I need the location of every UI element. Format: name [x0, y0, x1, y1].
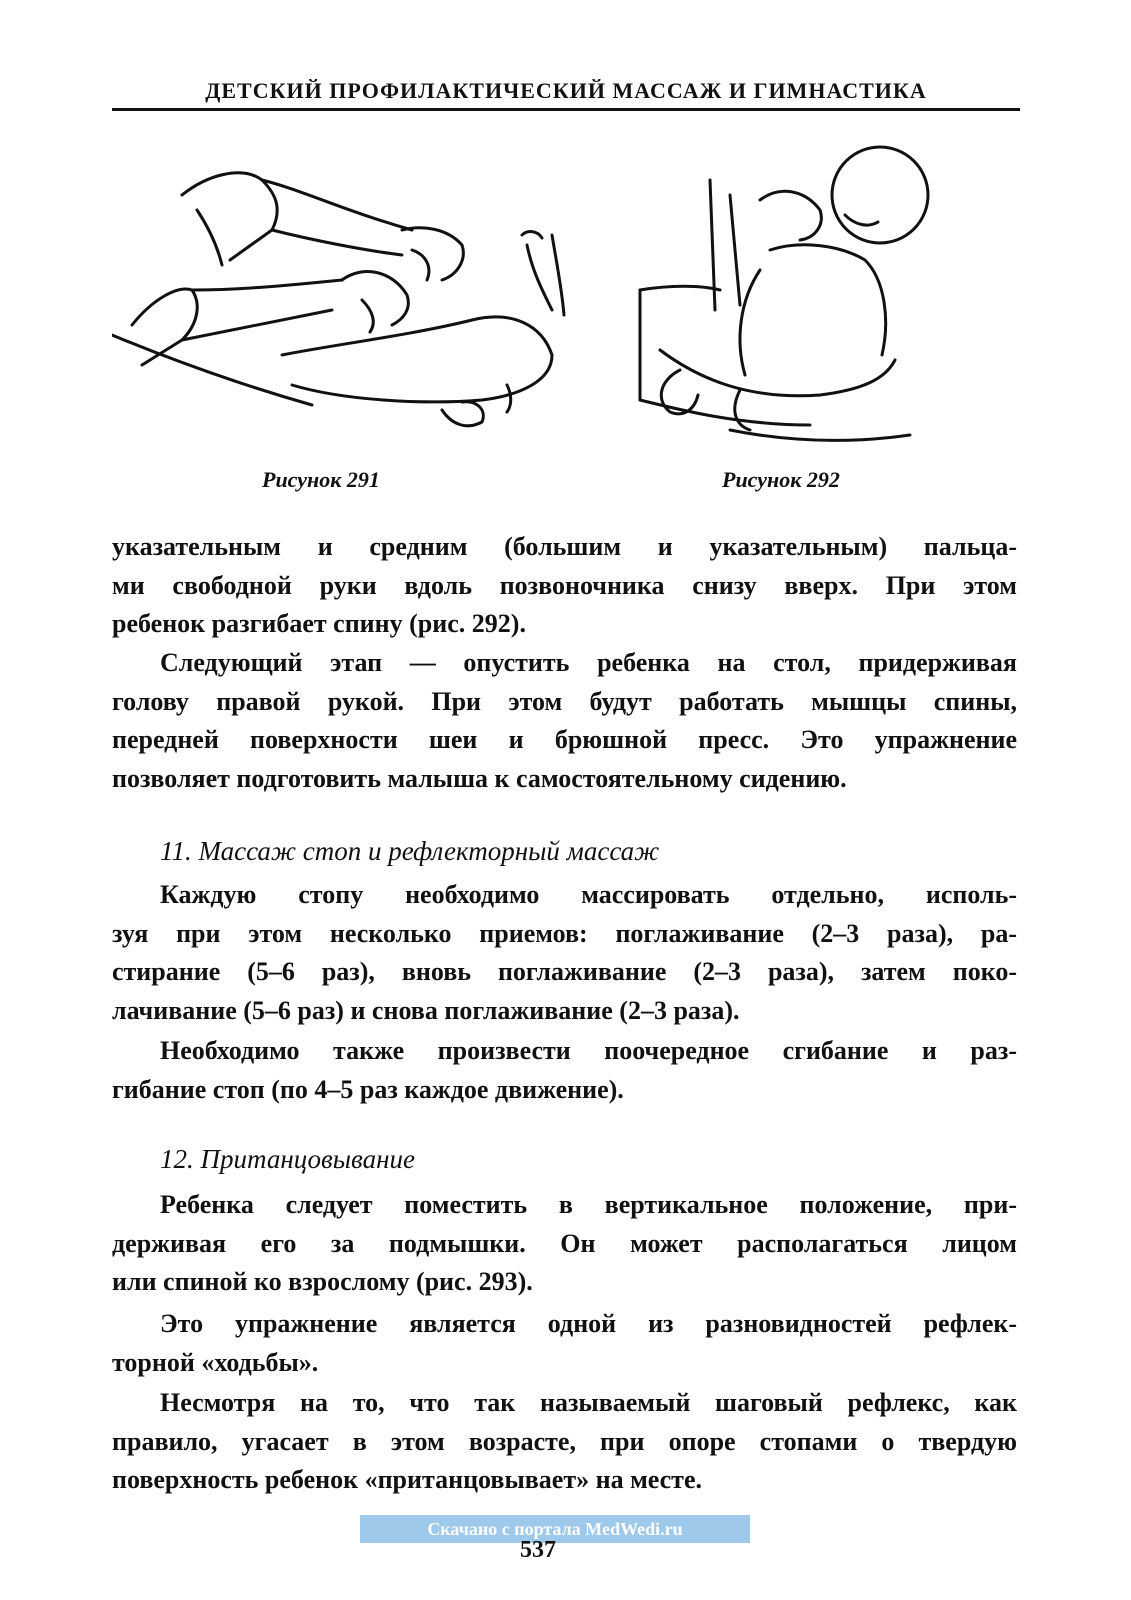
text-line: зуя при этом несколько приемов: поглаживание (2–3 раза), ра- [112, 918, 1017, 948]
section-11-paragraph-2 [112, 1032, 1017, 1109]
text-line: поверхность ребенок «пританцовывает» на месте. [112, 1465, 702, 1494]
page-number: 537 [520, 1537, 556, 1563]
text-line: гибание стоп (по 4–5 раз каждое движение). [112, 1074, 624, 1104]
text-line: или спиной ко взрослому (рис. 293). [112, 1267, 533, 1296]
running-header: ДЕТСКИЙ ПРОФИЛАКТИЧЕСКИЙ МАССАЖ И ГИМНАСТИКА [205, 78, 927, 103]
text-line: торной «ходьбы». [112, 1347, 319, 1377]
text-line: передней поверхности шеи и брюшной пресс. Это упражнение [112, 725, 1017, 754]
header-rule [112, 108, 1020, 111]
text-line: ребенок разгибает спину (рис. 292). [112, 609, 526, 638]
text-line: Необходимо также произвести поочередное сгибание и раз- [160, 1036, 1017, 1065]
figure-292-caption: Рисунок 292 [722, 467, 840, 492]
text-line: стирание (5–6 раз), вновь поглаживание (2–3 раза), затем поко- [112, 957, 1017, 986]
section-12-paragraph-1 [112, 1186, 1017, 1302]
text-line: лачивание (5–6 раз) и снова поглаживание (2–3 раза). [112, 995, 740, 1025]
text-line: Следующий этап — опустить ребенка на стол, придерживая [160, 648, 1017, 677]
section-12-paragraph-3 [112, 1384, 1017, 1500]
section-12-heading: 12. Пританцовывание [160, 1144, 415, 1174]
text-line: Каждую стопу необходимо массировать отдельно, исполь- [160, 880, 1017, 909]
text-line: Несмотря на то, что так называемый шаговый рефлекс, как [160, 1388, 1017, 1417]
text-line: указательным и средним (большим и указательным) пальца- [112, 532, 1017, 561]
figure-292-illustration [620, 140, 950, 450]
text-line: Это упражнение является одной из разновидностей рефлек- [160, 1309, 1017, 1338]
figure-291-caption: Рисунок 291 [262, 467, 380, 492]
paragraph-continuation [112, 528, 1017, 644]
section-12-paragraph-2 [112, 1305, 1017, 1382]
text-line: правило, угасает в этом возрасте, при опоре стопами о твердую [112, 1426, 1017, 1456]
text-line: голову правой рукой. При этом будут работать мышцы спины, [112, 686, 1017, 716]
figure-291-illustration [112, 150, 582, 450]
text-line: держивая его за подмышки. Он может располагаться лицом [112, 1228, 1017, 1258]
section-11-heading: 11. Массаж стоп и рефлекторный массаж [160, 836, 660, 866]
watermark-banner: Скачано с портала MedWedi.ru [360, 1515, 750, 1543]
paragraph-next-step [112, 644, 1017, 798]
text-line: ми свободной руки вдоль позвоночника снизу вверх. При этом [112, 570, 1017, 600]
text-line: Ребенка следует поместить в вертикальное положение, при- [160, 1190, 1017, 1219]
text-line: позволяет подготовить малыша к самостоятельному сидению. [112, 763, 847, 793]
section-11-paragraph-1 [112, 876, 1017, 1030]
